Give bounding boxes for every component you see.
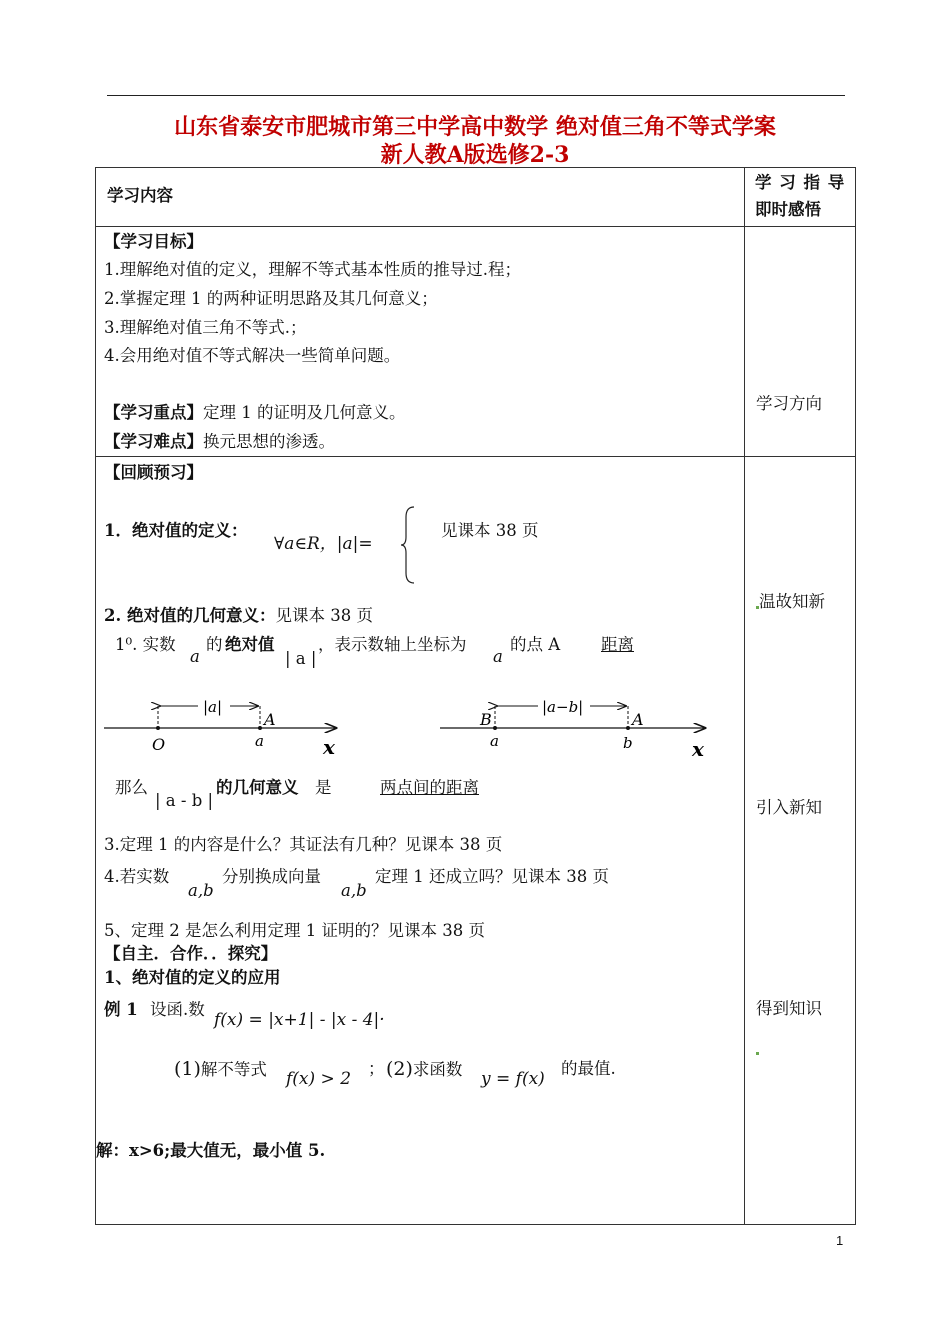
q3: 3.定理 1 的内容是什么？其证法有几种？见课本 38 页: [104, 835, 503, 854]
q4-var2: a,b: [341, 881, 367, 900]
p2-abs: | a - b |: [155, 791, 214, 810]
key-point-text: 定理 1 的证明及几何意义。: [203, 403, 406, 422]
part2-num: (2): [386, 1058, 413, 1080]
objectives-heading: 【学习目标】: [104, 232, 203, 251]
p1-var: a: [190, 647, 200, 666]
part2-text: 求函数: [412, 1060, 463, 1079]
diagram2-point-b: B: [480, 710, 492, 729]
part1-math: f(x) > 2: [286, 1069, 352, 1089]
sidenote-new: 引入新知: [756, 798, 822, 817]
part2: [386, 1058, 462, 1081]
p2-mid: 是: [315, 778, 332, 797]
answer-text: x>6;最大值无，最小值 5.: [129, 1141, 326, 1160]
difficulty-point: [104, 431, 335, 453]
explore-subheading: 1、绝对值的定义的应用: [104, 968, 281, 987]
q2: [104, 605, 373, 627]
p2-bold: 的几何意义: [216, 778, 299, 797]
page-title-line2: 新人教A版选修2-3: [380, 142, 570, 168]
p1-mid3: 的点 A: [510, 635, 561, 654]
p1-mid1: 的: [206, 635, 223, 654]
q4-var: a,b: [188, 881, 214, 900]
content-column-header: 学习内容: [107, 186, 173, 205]
left-brace: [400, 505, 420, 585]
q1-label: 1．绝对值的定义：: [104, 521, 248, 540]
part1-num: (1): [174, 1058, 201, 1080]
q4-prefix: 4.若实数: [104, 867, 170, 886]
diagram2-top-label: |a−b|: [542, 698, 584, 716]
p1-var2: a: [493, 647, 503, 666]
p1-bold: 绝对值: [225, 635, 275, 654]
p1-mid2: ，表示数轴上坐标为: [318, 635, 467, 654]
explore-heading: 【自主．合作．．探究】: [104, 944, 278, 963]
q4-mid: 分别换成向量: [222, 867, 321, 886]
answer-label: 解：: [96, 1141, 129, 1160]
difficulty-label: 【学习难点】: [104, 432, 203, 451]
part-separator: ；: [368, 1059, 385, 1078]
p1-blank: 距离: [601, 635, 634, 654]
q2-reference: 见课本 38 页: [275, 606, 373, 625]
part1: [174, 1058, 267, 1081]
objectives-row-divider: [95, 456, 856, 457]
diagram2-coord-a: a: [490, 732, 499, 750]
guide-column-header-line2: 即时感悟: [755, 200, 821, 219]
difficulty-text: 换元思想的渗透。: [203, 432, 335, 451]
diagram1-point-a: A: [264, 710, 276, 729]
objective-item: 3.理解绝对值三角不等式.；: [104, 318, 307, 337]
objective-item: 4.会用绝对值不等式解决一些简单问题。: [104, 346, 401, 365]
p2-prefix: 那么: [115, 778, 148, 797]
diagram1-coord: a: [255, 732, 264, 750]
diagram1-top-label: |a|: [203, 698, 223, 716]
diagram2-coord-b: b: [623, 734, 633, 752]
key-point: [104, 402, 406, 424]
sidenote-direction: 学习方向: [756, 394, 822, 413]
p1-abs: | a |: [285, 649, 317, 668]
page-title-line1: 山东省泰安市肥城市第三中学高中数学 绝对值三角不等式学案: [174, 114, 776, 140]
objective-item: 1.理解绝对值的定义，理解不等式基本性质的推导过.程；: [104, 260, 521, 279]
p2-blank: 两点间的距离: [380, 778, 479, 797]
guide-column-header-line1: 学 习 指 导: [755, 173, 846, 192]
column-divider: [744, 167, 745, 1225]
bullet-dot: [756, 1052, 759, 1055]
q5: 5、定理 2 是怎么利用定理 1 证明的？见课本 38 页: [104, 921, 485, 940]
diagram2-axis: x: [692, 737, 704, 761]
diagram2-point-a: A: [632, 710, 644, 729]
part2-math: y = f(x): [481, 1069, 545, 1089]
number-line-diagrams: [100, 688, 720, 766]
q1-reference: 见课本 38 页: [441, 521, 539, 540]
p1-prefix: 1⁰. 实数: [115, 635, 176, 654]
objective-item: 2.掌握定理 1 的两种证明思路及其几何意义；: [104, 289, 438, 308]
part1-text: 解不等式: [200, 1060, 267, 1079]
header-row-divider: [95, 226, 856, 227]
answer: [96, 1140, 325, 1162]
review-heading: 【回顾预习】: [104, 463, 203, 482]
diagram1-axis: x: [323, 735, 335, 759]
part2-suffix: 的最值.: [561, 1059, 616, 1078]
header-rule: [107, 95, 845, 96]
page-number: 1: [836, 1233, 844, 1248]
diagram1-origin: O: [152, 735, 166, 754]
q1-math: ∀a∈R，|a|=: [274, 534, 373, 554]
q4-suffix: 定理 1 还成立吗？见课本 38 页: [375, 867, 609, 886]
key-point-label: 【学习重点】: [104, 403, 203, 422]
sidenote-gain: 得到知识: [756, 999, 822, 1018]
example1-text: 设函.数: [150, 1000, 205, 1019]
q2-label: 2. 绝对值的几何意义：: [104, 606, 276, 625]
example1-function: f(x) = |x+1| - |x - 4|·: [214, 1010, 385, 1030]
sidenote-review: 温故知新: [759, 592, 825, 611]
example1-label: 例 1: [104, 1000, 138, 1019]
